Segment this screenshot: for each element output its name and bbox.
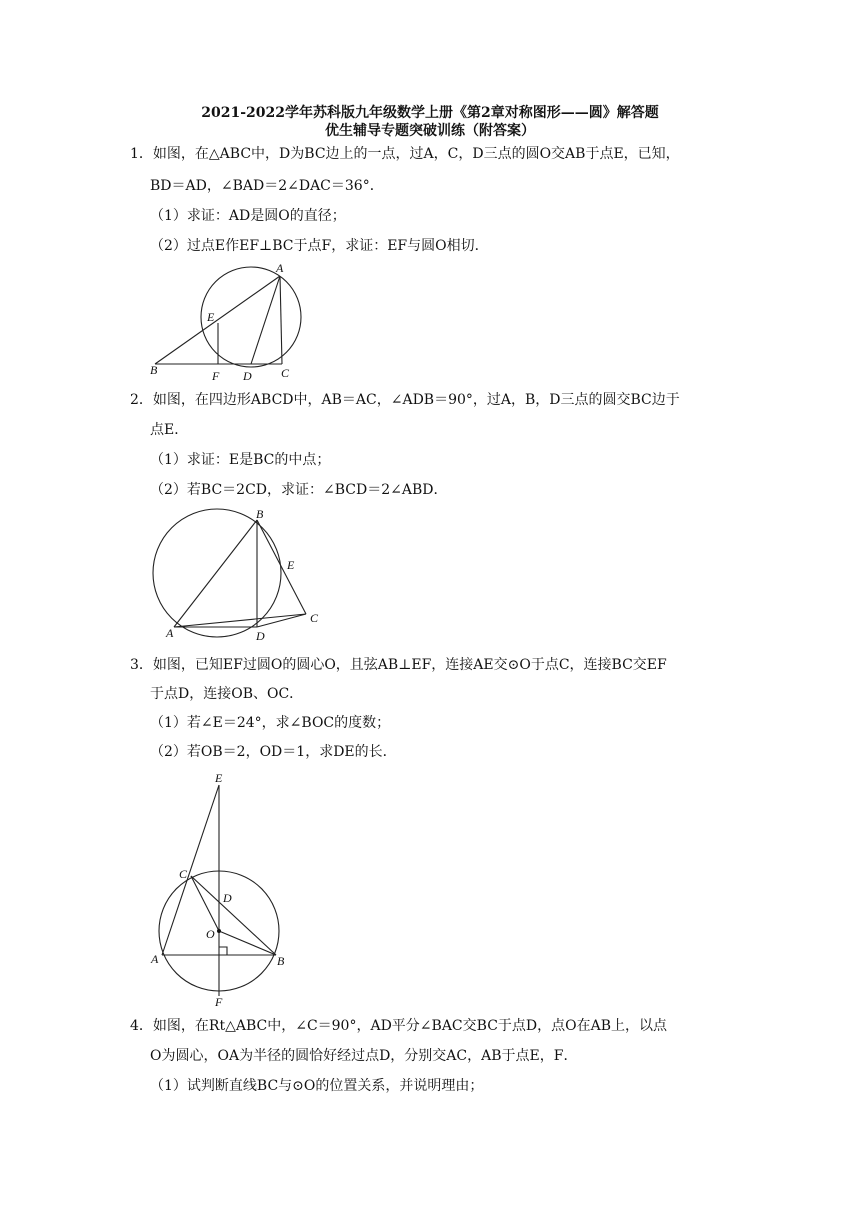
fig2-label-e: E xyxy=(287,558,295,572)
fig3-label-a: A xyxy=(151,952,159,966)
segment-ac xyxy=(174,614,306,627)
segment-oc xyxy=(191,876,219,931)
document-subtitle: 优生辅导专题突破训练（附答案） xyxy=(325,123,535,139)
problem-2-line-2: 点E． xyxy=(150,422,189,438)
problem-1-part-2: （2）过点E作EF⊥BC于点F，求证：EF与圆O相切． xyxy=(150,238,489,254)
fig3-label-e: E xyxy=(215,771,223,785)
segment-bc xyxy=(257,520,306,614)
problem-4-part-1: （1）试判断直线BC与⊙O的位置关系，并说明理由； xyxy=(150,1078,484,1094)
problem-4-line-2: O为圆心，OA为半径的圆恰好经过点D，分别交AC，AB于点E，F． xyxy=(150,1048,578,1064)
fig1-label-e: E xyxy=(207,310,215,324)
document-title: 2021-2022学年苏科版九年级数学上册《第2章对称图形——圆》解答题 xyxy=(201,105,659,121)
problem-2-part-1: （1）求证：E是BC的中点； xyxy=(150,452,331,468)
circle-o xyxy=(201,267,301,367)
segment-ac xyxy=(280,276,282,364)
segment-ad xyxy=(251,276,280,364)
problem-3-line-1: 3．如图，已知EF过圆O的圆心O，且弦AB⊥EF，连接AE交⊙O于点C，连接BC交EF xyxy=(130,657,667,673)
problem-4-line-1: 4．如图，在Rt△ABC中，∠C＝90°，AD平分∠BAC交BC于点D，点O在AB上，以点 xyxy=(130,1018,668,1034)
problem-3-part-1: （1）若∠E＝24°，求∠BOC的度数； xyxy=(150,715,391,731)
fig1-label-b: B xyxy=(150,363,158,377)
fig2-label-b: B xyxy=(256,507,264,521)
fig3-label-c: C xyxy=(179,867,188,881)
fig1-label-d: D xyxy=(243,369,252,383)
fig3-label-f: F xyxy=(215,995,223,1009)
problem-3-part-2: （2）若OB＝2，OD＝1，求DE的长． xyxy=(150,744,397,760)
segment-ab xyxy=(174,520,257,627)
fig3-label-b: B xyxy=(277,954,285,968)
right-angle-mark xyxy=(219,947,227,955)
fig2-label-a: A xyxy=(166,626,174,640)
fig1-label-c: C xyxy=(281,366,290,380)
problem-1-line-1: 1．如图，在△ABC中，D为BC边上的一点，过A，C，D三点的圆O交AB于点E，已知， xyxy=(130,146,680,162)
fig3-label-d: D xyxy=(223,891,232,905)
segment-cb xyxy=(191,876,276,955)
fig2-label-d: D xyxy=(256,629,265,643)
problem-1-line-2: BD＝AD，∠BAD＝2∠DAC＝36°． xyxy=(150,178,384,194)
fig3-label-o: O xyxy=(206,927,215,941)
problem-1-part-1: （1）求证：AD是圆O的直径； xyxy=(150,208,346,224)
fig1-label-f: F xyxy=(212,369,220,383)
fig2-label-c: C xyxy=(310,611,319,625)
fig1-label-a: A xyxy=(276,261,284,275)
problem-2-part-2: （2）若BC＝2CD，求证：∠BCD＝2∠ABD． xyxy=(150,482,448,498)
center-o-dot xyxy=(217,929,221,933)
problem-2-line-1: 2．如图，在四边形ABCD中，AB＝AC，∠ADB＝90°，过A，B，D三点的圆交BC边于 xyxy=(130,392,680,408)
problem-3-line-2: 于点D，连接OB、OC． xyxy=(150,686,304,702)
